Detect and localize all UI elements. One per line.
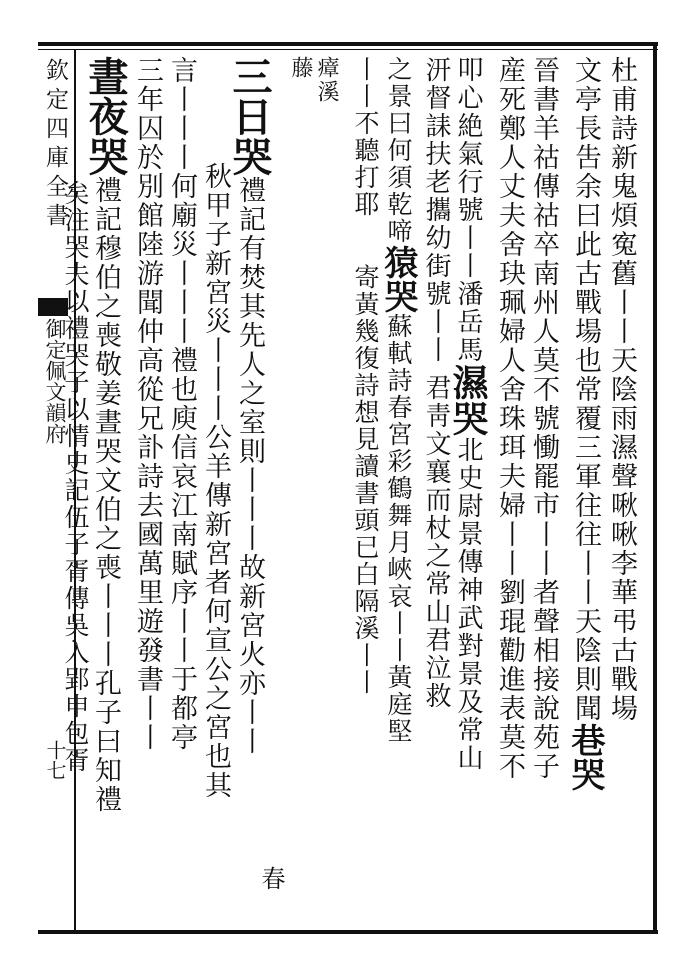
text-column-1 xyxy=(604,56,638,723)
frame-bottom-rule xyxy=(38,930,658,934)
column-text: 藤 xyxy=(288,56,313,80)
text-column-10 xyxy=(286,56,314,80)
book-title: 欽定四庫全書 xyxy=(42,58,68,232)
entry-heading: 三日哭 xyxy=(226,56,273,176)
text-column-8 xyxy=(350,56,381,696)
entry-heading: 晝夜哭 xyxy=(82,56,129,176)
column-text: 矣注哭夫以禮哭子以情史記伍子胥傳吳入郢申包胥 xyxy=(61,180,90,774)
book-subtitle: 御定佩文韻府 xyxy=(43,318,67,444)
column-text: 禮記有焚其先人之室則丨丨丨故新宮火亦丨丨 xyxy=(234,176,265,756)
text-column-7 xyxy=(378,56,418,745)
entry-heading: 巷哭 xyxy=(565,723,605,791)
entry-heading: 濕哭 xyxy=(447,364,489,436)
column-text: 春 xyxy=(257,866,285,892)
column-text: 晉書羊祜傳祜卒南州人莫不號慟罷市丨丨者聲相接說苑子 xyxy=(528,56,559,781)
column-text: 瘴溪 xyxy=(314,56,339,104)
page-number: 十七 xyxy=(43,740,67,780)
column-text: 汧督誄扶老攜幼街號丨丨 xyxy=(421,56,451,364)
text-column-4 xyxy=(492,56,526,781)
text-column-11 xyxy=(226,56,273,756)
text-column-15 xyxy=(82,56,129,814)
column-text: 文亭長吿余曰此古戰場也常覆三軍往往丨丨天陰則聞 xyxy=(570,56,601,723)
text-column-14 xyxy=(130,56,164,752)
text-column-2 xyxy=(565,56,605,791)
text-column-9 xyxy=(312,56,340,104)
column-text: 君靑文襄而杖之常山君泣救 xyxy=(421,374,451,710)
column-text: 北史尉景傳神武對景及常山 xyxy=(453,436,483,772)
text-column-12 xyxy=(198,162,232,800)
column-text: 之景曰何須乾啼 xyxy=(384,56,413,245)
column-text: 産死鄭人丈夫舍玦珮婦人舍珠珥夫婦丨丨劉琨勸進表莫不 xyxy=(494,56,525,781)
entry-heading: 猿哭 xyxy=(378,245,418,313)
column-text: 三年囚於別館陸游聞仲高從兄訃詩去國萬里遊發書丨丨 xyxy=(132,56,163,752)
column-text: 杜甫詩新鬼煩寃舊丨丨天陰雨濕聲啾啾李華弔古戰場 xyxy=(606,56,637,723)
column-text: 禮記穆伯之喪敬姜晝哭文伯之喪丨丨丨孔子曰知禮 xyxy=(90,176,121,814)
frame-top-rule-thin xyxy=(38,49,658,50)
frame-top-rule xyxy=(38,42,658,46)
text-column-11-tail xyxy=(254,866,288,892)
column-text: 蘇軾詩春宮彩鶴舞月峽哀丨丨黃庭堅 xyxy=(384,313,413,745)
text-column-13 xyxy=(164,56,198,752)
text-column-3 xyxy=(526,56,560,781)
text-column-5 xyxy=(447,56,489,772)
column-text: 丨丨不聽打耶 xyxy=(351,56,380,218)
text-column-6 xyxy=(420,56,452,710)
column-text: 叩心絶氣行號丨丨潘岳馬 xyxy=(453,56,483,364)
text-column-16 xyxy=(60,180,91,774)
column-text: 秋甲子新宮災丨丨丨公羊傳新宮者何宣公之宮也其 xyxy=(200,162,231,800)
frame-right-rule xyxy=(653,42,657,934)
column-text: 寄黃幾復詩想見讀書頭已白隔溪丨丨 xyxy=(351,264,380,696)
column-text: 言丨丨丨何廟災丨丨丨禮也庾信哀江南賦序丨丨于都亭 xyxy=(166,56,197,752)
